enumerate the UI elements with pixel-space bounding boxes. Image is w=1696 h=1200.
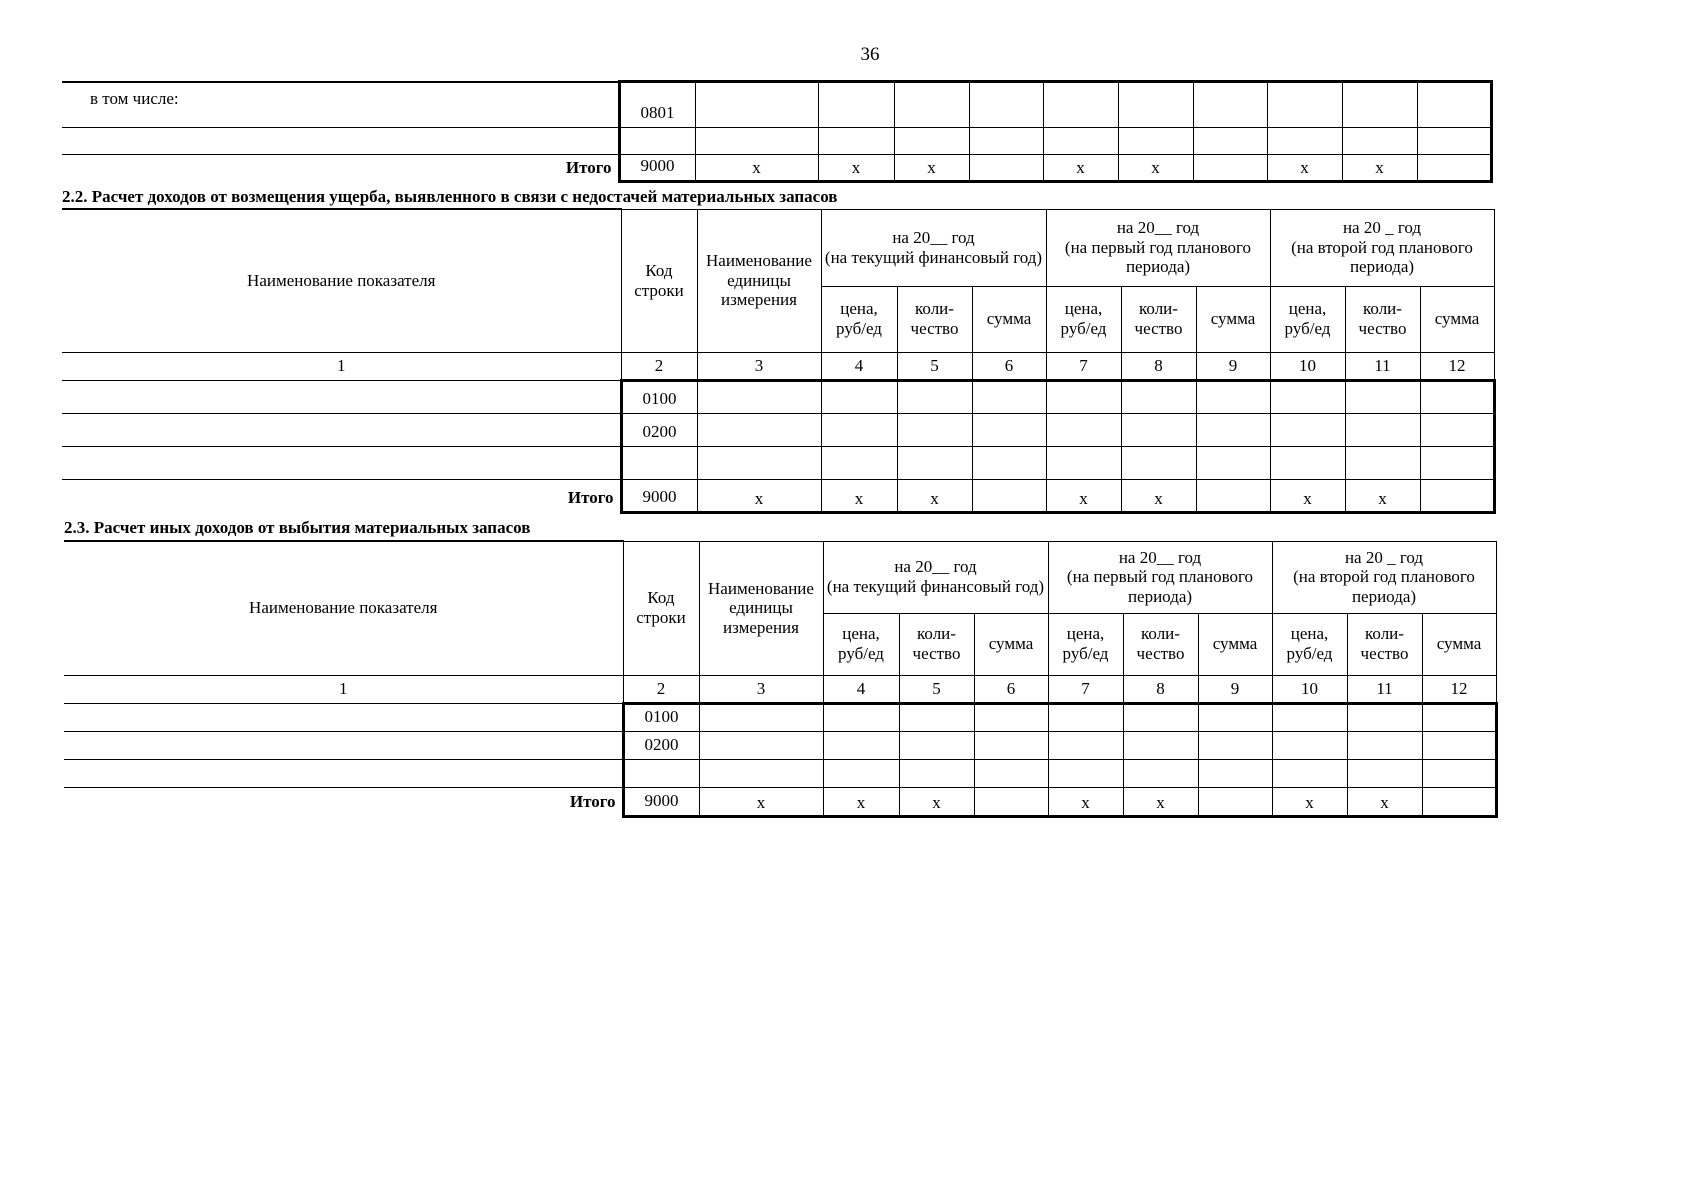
page-number: 36 <box>860 44 880 65</box>
sum-header: сумма <box>1196 286 1270 352</box>
col-unit-header: Наименование единицы измерения <box>697 209 821 352</box>
price-header: цена, руб/ед <box>1046 286 1121 352</box>
section-2-3-table-block <box>64 540 1498 818</box>
top-table-block <box>62 80 1493 183</box>
col-code-header: Код строки <box>621 209 697 352</box>
price-header: цена, руб/ед <box>823 613 899 675</box>
table-row <box>62 446 1494 479</box>
including-label: в том числе: <box>62 82 619 128</box>
col-unit-header: Наименование единицы измерения <box>699 541 823 675</box>
table-row: 0200 <box>64 731 1496 759</box>
col-code-header: Код строки <box>623 541 699 675</box>
sum-header: сумма <box>1422 613 1496 675</box>
total-row: Итого 9000 x x x x x x x <box>62 479 1494 512</box>
table-row: 0100 <box>64 703 1496 731</box>
section-2-3-title: 2.3. Расчет иных доходов от выбытия материальных запасов <box>64 518 531 537</box>
qty-header: коли- чество <box>1121 286 1196 352</box>
price-header: цена, руб/ед <box>1272 613 1347 675</box>
period-current-header: на 20__ год (на текущий финансовый год) <box>821 209 1046 286</box>
table-row: 0200 <box>62 413 1494 446</box>
section-2-2-title: 2.2. Расчет доходов от возмещения ущерба, выявленного в связи с недостачей материальных запасов <box>62 187 838 206</box>
period-first-plan-header: на 20__ год (на первый год планового периода) <box>1046 209 1270 286</box>
period-second-plan-header: на 20 _ год (на второй год планового периода) <box>1270 209 1494 286</box>
table-row: 0100 <box>62 380 1494 413</box>
section-2-3-table <box>64 540 1498 818</box>
qty-header: коли- чество <box>1345 286 1420 352</box>
price-header: цена, руб/ед <box>1048 613 1123 675</box>
sum-header: сумма <box>972 286 1046 352</box>
col-name-header: Наименование показателя <box>64 541 623 675</box>
column-numbers-row: 1 2 3 4 5 6 7 8 9 10 11 12 <box>62 352 1494 380</box>
total-label: Итого <box>62 155 619 182</box>
qty-header: коли- чество <box>1347 613 1422 675</box>
period-first-plan-header: на 20__ год (на первый год планового периода) <box>1048 541 1272 613</box>
period-second-plan-header: на 20 _ год (на второй год планового периода) <box>1272 541 1496 613</box>
sum-header: сумма <box>1420 286 1494 352</box>
period-current-header: на 20__ год (на текущий финансовый год) <box>823 541 1048 613</box>
price-header: цена, руб/ед <box>821 286 897 352</box>
total-code: 9000 <box>619 155 695 182</box>
price-header: цена, руб/ед <box>1270 286 1345 352</box>
column-numbers-row: 1 2 3 4 5 6 7 8 9 10 11 12 <box>64 675 1496 703</box>
qty-header: коли- чество <box>1123 613 1198 675</box>
table-row <box>64 759 1496 787</box>
qty-header: коли- чество <box>899 613 974 675</box>
section-2-2-table <box>62 208 1496 514</box>
total-row: Итого 9000 x x x x x x x <box>64 787 1496 816</box>
col-name-header: Наименование показателя <box>62 209 621 352</box>
section-2-2-table-block <box>62 208 1496 514</box>
sum-header: сумма <box>974 613 1048 675</box>
top-table: в том числе: 0801 Итого 9000 x x x x x x x <box>62 80 1493 183</box>
sum-header: сумма <box>1198 613 1272 675</box>
qty-header: коли- чество <box>897 286 972 352</box>
row-code: 0801 <box>619 82 695 128</box>
